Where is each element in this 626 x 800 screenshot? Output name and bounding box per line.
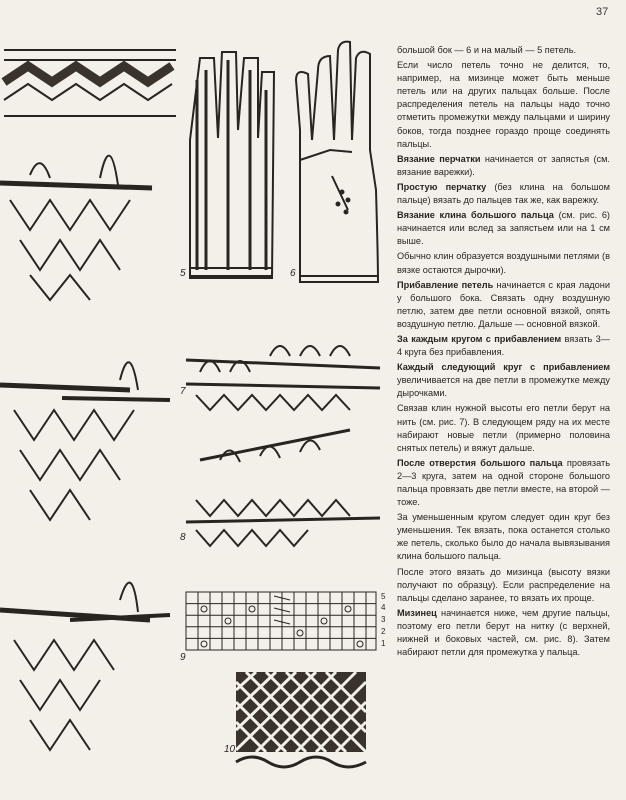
paragraph: Если число петель точно не делится, то, например, на мизинце может быть меньше петель или на других пальцах больше. После распределения петель на пальцы надо точно отметить промежутки между пальцами и ширину боков, тогда позднее гораздо проще соединять пальцы. [397, 60, 610, 149]
chart-row-number: 5 [381, 592, 386, 601]
figure-6-label: 6 [290, 268, 296, 279]
text-column [397, 44, 610, 661]
paragraph: После отверстия большого пальца провязать 2—3 круга, затем на одной стороне большого пальца провязать две петли вместе, на второй — тоже. [397, 457, 610, 508]
paragraph: После этого вязать до мизинца (высоту вязки получают по образцу). Если распределение на пальцы сделано заранее, то вязать их проще. [397, 566, 610, 603]
figure-10-label: 10 [224, 744, 236, 755]
knitting-illustration-3 [0, 583, 170, 750]
knitting-illustration-1 [0, 156, 152, 300]
stitch-chart-figure-9 [186, 592, 376, 650]
knitting-illustration-2 [0, 362, 170, 520]
chart-row-number: 2 [381, 627, 386, 636]
paragraph: Связав клин нужной высоты его петли берут на нить (см. рис. 7). В следующем ряду на их месте набирают новые петли (примерно половина снятых петель) и вяжут дальше. [397, 403, 610, 453]
glove-figure-5 [190, 52, 274, 278]
stitch-figure-8 [186, 430, 380, 546]
glove-figure-6 [296, 42, 378, 282]
paragraph: Каждый следующий круг с прибавлением увеличивается на две петли в промежутке между дырочками. [397, 362, 610, 399]
weave-pattern-figure-10 [236, 672, 366, 767]
figure-7-label: 7 [180, 386, 186, 397]
paragraph: За уменьшенным кругом следует один круг без уменьшения. Тек вязать, пока останется столько же петель, сколько было до начала вывязывания клина большого пальца. [397, 512, 610, 562]
paragraph: большой бок — 6 и на малый — 5 петель. [397, 45, 577, 55]
figure-9-label: 9 [180, 652, 186, 663]
paragraph: За каждым кругом с прибавлением вязать 3—4 круга без прибавления. [397, 333, 610, 358]
figure-8-label: 8 [180, 532, 186, 543]
paragraph: Обычно клин образуется воздушными петлями (в вязке остаются дырочки). [397, 251, 610, 275]
stitch-figure-7 [186, 346, 380, 410]
chart-row-number: 1 [381, 639, 386, 648]
chart-row-number: 3 [381, 615, 386, 624]
figure-5-label: 5 [180, 268, 186, 279]
paragraph: Вязание перчатки начинается от запястья (см. вязание варежки). [397, 153, 610, 177]
paragraph: Мизинец начинается ниже, чем другие пальцы, поэтому его петли берут на нитку (с верхней, нижней и боковых частей, см. рис. 8). Затем набирают петли для промежутка у пальца. [397, 607, 610, 658]
paragraph: Простую перчатку (без клина на большом пальце) вязать до пальцев так же, как варежку. [397, 181, 610, 206]
knit-band-illustration [4, 44, 176, 124]
chart-row-number: 4 [381, 603, 386, 612]
page-number: 37 [596, 6, 609, 18]
paragraph: Вязание клина большого пальца (см. рис. 6) начинается или вслед за запястьем или на 1 см выше. [397, 210, 610, 247]
paragraph: Прибавление петель начинается с края ладони у большого бока. Связать одну воздушную петлю, затем две петли основной вязкой, опять воздушную петлю. Дальше — основной вязкой. [397, 279, 610, 329]
